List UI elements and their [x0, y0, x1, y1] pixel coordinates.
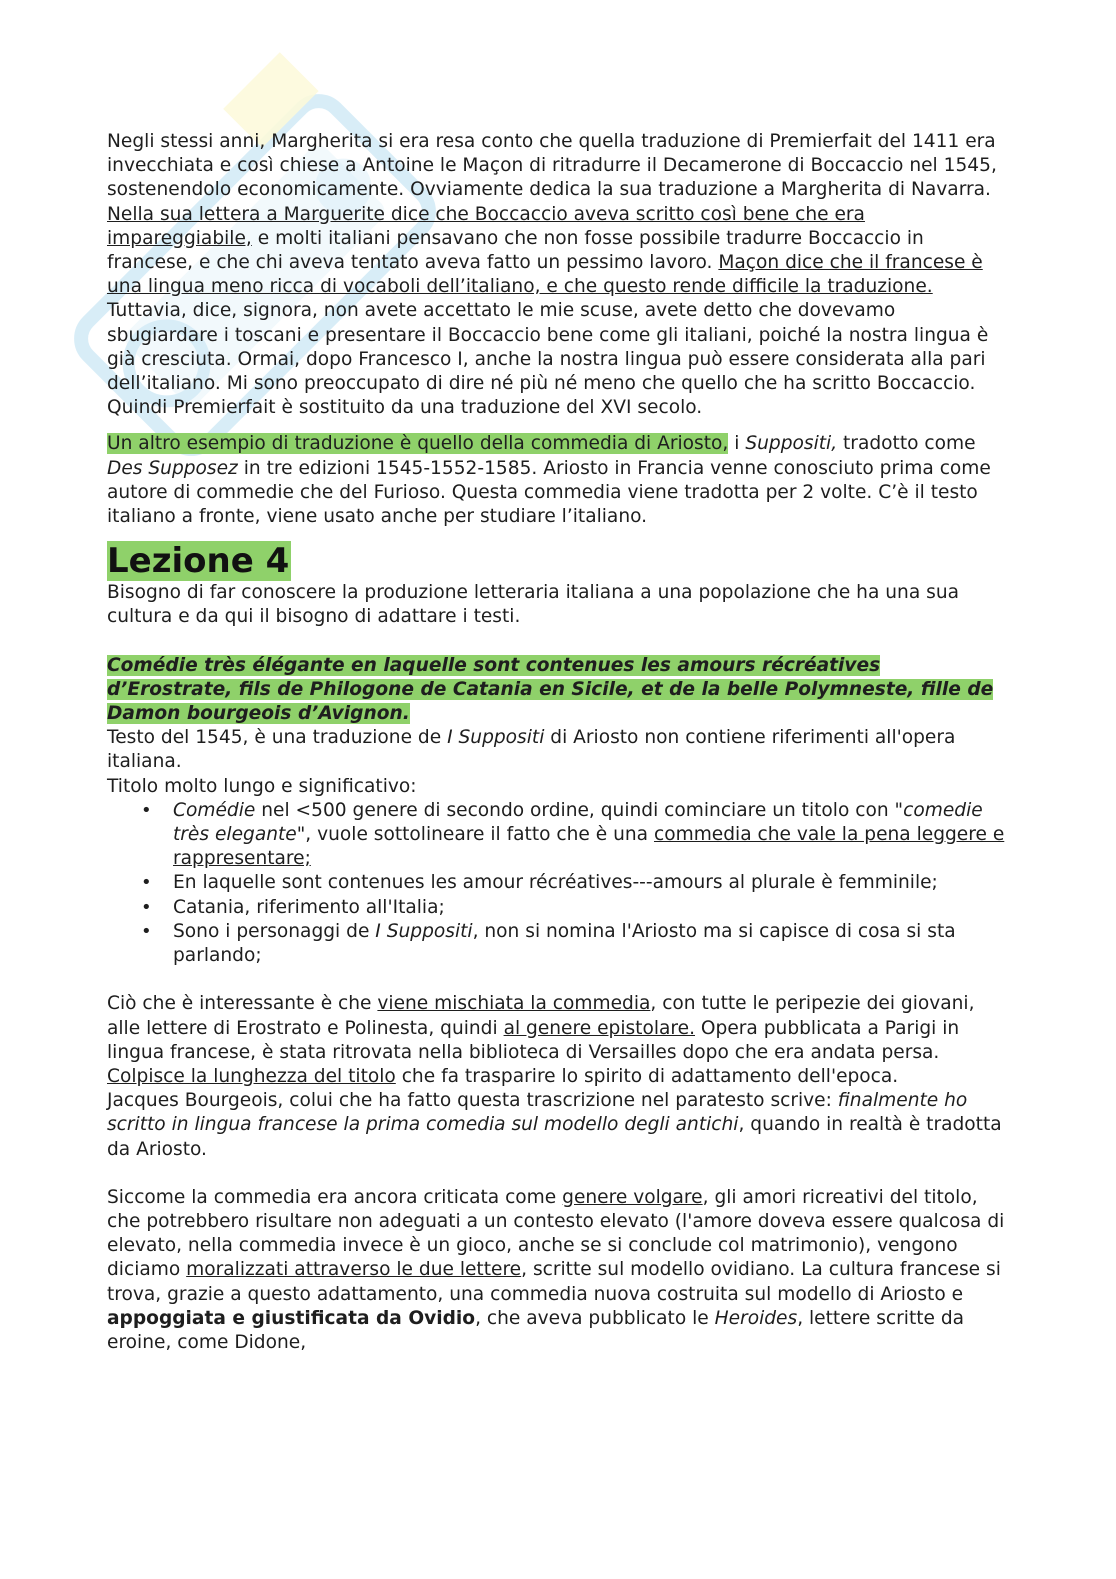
text: che fa trasparire lo spirito di adattamento dell'epoca.: [395, 1065, 899, 1087]
paragraph-moralization: [107, 1186, 1007, 1355]
italic-text: comedie très elegante: [173, 799, 983, 846]
text: Opera pubblicata a Parigi in lingua francese, è stata ritrovata nella biblioteca di Versailles dopo che era andata persa.: [107, 1017, 960, 1063]
underlined-text: Colpisce la lunghezza del titolo: [107, 1065, 396, 1087]
text: Negli stessi anni, Margherita si era resa conto che quella traduzione di Premierfait del 1411 era invecchiata e così chiese a Antoine le Maçon di ritradurre il Decamerone di Boccaccio nel 1545, sostenendolo economicamente. Ovviamente dedica la sua traduzione a Margherita di Navarra.: [107, 131, 997, 201]
italic-text: Des Supposez: [107, 457, 238, 479]
text: Ciò che è interessante è che: [107, 993, 378, 1015]
underlined-text: moralizzati attraverso le due lettere: [186, 1259, 522, 1281]
text: Siccome la commedia era ancora criticata come: [107, 1186, 563, 1208]
highlighted-text: Comédie très élégante en laquelle sont contenues les amours récréatives d’Erostrate, fils de Philogone de Catania en Sicile, et de la belle Polymneste, fille de Damon bourgeois d’Avignon.: [107, 654, 994, 725]
underlined-text: viene mischiata la commedia: [377, 993, 651, 1015]
text: , quando in realtà è tradotta da Ariosto.: [107, 1114, 1002, 1160]
text: i: [728, 433, 746, 455]
list-item: [173, 920, 1007, 968]
text: , gli amori ricreativi del titolo, che potrebbero risultare non adeguati a un contesto elevato (l'amore doveva essere qualcosa di elevato, nella commedia invece è un gioco, anche se si conclude col matrimonio), vengono diciamo: [107, 1186, 1005, 1281]
text: , scritte sul modello ovidiano. La cultura francese si trova, grazie a questo adattamento, una commedia nuova costruita sul modello di Ariosto e: [107, 1259, 1001, 1305]
text: , lettere scritte da eroine, come Didone,: [107, 1307, 965, 1353]
underlined-text: Maçon dice che il francese è una lingua meno ricca di vocaboli dell’italiano, e che questo rende difficile la traduzione.: [107, 252, 983, 298]
italic-text: Heroides: [714, 1307, 798, 1329]
text: Tuttavia, dice, signora, non avete accettato le mie scuse, avete detto che dovevamo sbugiardare i toscani e presentare il Boccaccio bene come gli italiani, poiché la nostra lingua è già cresciuta. Ormai, dopo Francesco I, anche la nostra lingua può essere considerata alla pari dell’italiano. Mi sono preoccupato di dire né più né meno che quello che ha scritto Boccaccio. Quindi Premierfait è sostituito da una traduzione del XVI secolo.: [107, 300, 989, 419]
text: e molti italiani pensavano che non fosse possibile tradurre Boccaccio in francese, e che chi aveva tentato aveva fatto un pessimo lavoro.: [107, 227, 924, 274]
text: Jacques Bourgeois, colui che ha fatto questa trascrizione nel paratesto scrive:: [107, 1090, 838, 1112]
underlined-text: commedia che vale la pena leggere e rappresentare;: [173, 824, 1005, 870]
paragraph-intro: Bisogno di far conoscere la produzione letteraria italiana a una popolazione che ha una sua cultura e da qui il bisogno di adattare i testi.: [107, 582, 959, 628]
text: nel <500 genere di secondo ordine, quindi cominciare un titolo con ": [255, 799, 904, 821]
list-item: • Catania, riferimento all'Italia;: [173, 896, 1007, 920]
underlined-text: Nella sua lettera a Marguerite dice che Boccaccio aveva scritto così bene che era impareggiabile,: [107, 203, 865, 249]
text: Testo del 1545, è una traduzione de: [107, 727, 448, 749]
paragraph-ariosto-example: [107, 432, 1007, 529]
underlined-text: al genere epistolare.: [503, 1017, 695, 1039]
paragraph-maçon-translation: [107, 130, 1007, 420]
italic-text: finalmente ho scritto in lingua francese la prima comedia sul modello degli antichi: [107, 1090, 968, 1136]
document-page: [107, 130, 1007, 1355]
text: , che aveva pubblicato le: [475, 1307, 715, 1329]
paragraph-title-length: [107, 1065, 1007, 1089]
italic-text: I Suppositi: [375, 920, 473, 942]
underlined-text: genere volgare: [562, 1186, 703, 1208]
text: di Ariosto non contiene riferimenti all'opera italiana.: [107, 727, 956, 773]
paragraph-bourgeois: [107, 1089, 1007, 1162]
italic-text: Comédie: [173, 799, 256, 821]
italic-text: Suppositi,: [745, 433, 838, 455]
section-heading: Lezione 4: [107, 541, 290, 582]
text: ", vuole sottolineare il fatto che è una: [296, 824, 654, 846]
list-item: [173, 799, 1007, 872]
text: , con tutte le peripezie dei giovani, alle lettere di Erostrato e Polinesta, quindi: [107, 993, 975, 1039]
paragraph-mixed-genres: [107, 992, 1007, 1065]
text: Sono i personaggi de: [173, 920, 376, 942]
italic-text: I Suppositi: [447, 727, 545, 749]
paragraph-text-1545: [107, 726, 1007, 774]
comedy-title-quote: [107, 654, 1007, 727]
highlighted-text: Un altro esempio di traduzione è quello della commedia di Ariosto,: [107, 433, 729, 455]
text: tradotto come: [837, 433, 976, 455]
bullet-list: [107, 799, 1007, 968]
list-item: • En laquelle sont contenues les amour récréatives---amours al plurale è femminile;: [173, 871, 1007, 895]
text: in tre edizioni 1545-1552-1585. Ariosto in Francia venne conosciuto prima come autore di commedie che del Furioso. Questa commedia viene tradotta per 2 volte. C’è il testo italiano a fronte, viene usato anche per studiare l’italiano.: [107, 457, 991, 528]
bold-text: appoggiata e giustificata da Ovidio: [107, 1307, 476, 1329]
paragraph-title-note: Titolo molto lungo e significativo:: [107, 775, 417, 797]
text: , non si nomina l'Ariosto ma si capisce di cosa si sta parlando;: [173, 920, 956, 967]
